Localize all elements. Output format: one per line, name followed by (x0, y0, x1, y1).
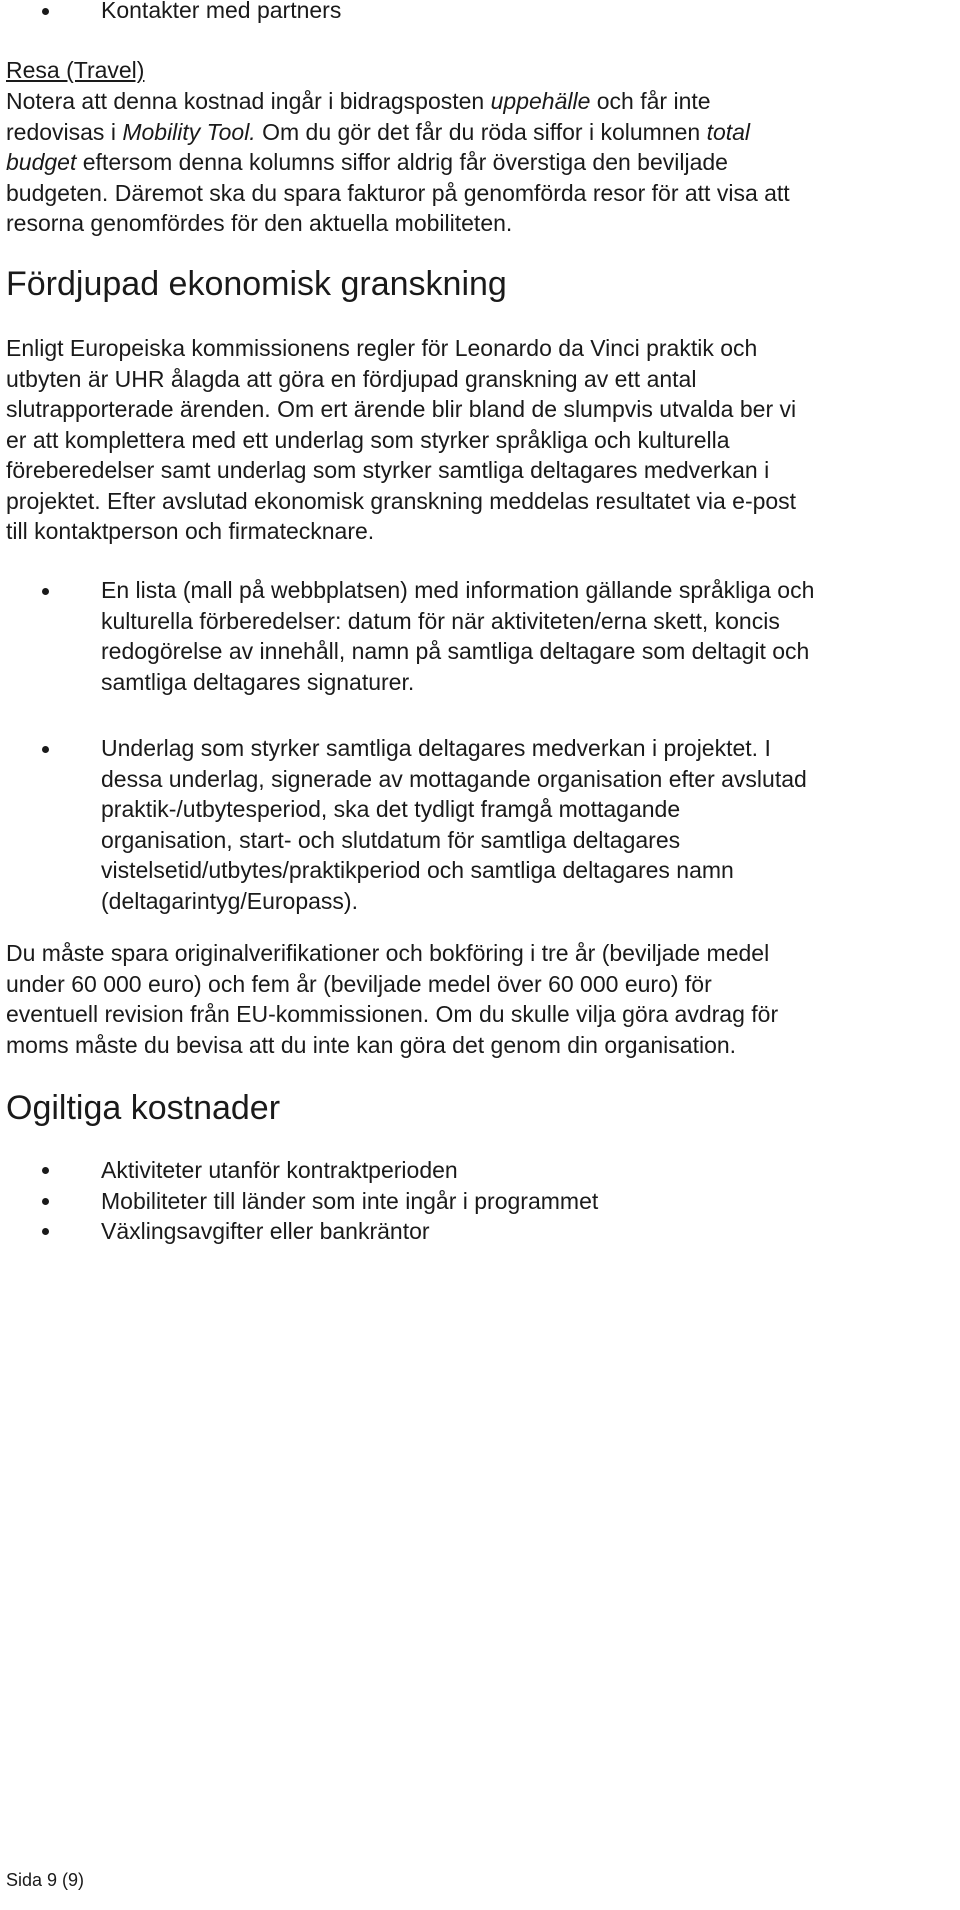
bullet-icon (42, 8, 49, 15)
paragraph-line: utbyten är UHR ålagda att göra en fördjupad granskning av ett antal (6, 365, 697, 392)
text-run-italic: budget (6, 149, 77, 175)
list-item-line: samtliga deltagares signaturer. (101, 668, 415, 695)
resa-line: budgeten. Däremot ska du spara fakturor på genomförda resor för att visa att (6, 179, 790, 206)
paragraph-line: slutrapporterade ärenden. Om ert ärende blir bland de slumpvis utvalda ber vi (6, 396, 797, 422)
list-item-line: kulturella förberedelser: datum för när aktiviteten/erna skett, koncis (101, 607, 780, 634)
text-run-italic: Mobility Tool. (122, 118, 256, 145)
section-heading: Fördjupad ekonomisk granskning (6, 265, 507, 303)
bullet-icon (42, 746, 49, 753)
text-run: Om du gör det får du röda siffor i kolumnen (255, 118, 707, 145)
bullet-icon (42, 588, 49, 595)
text-run: och får inte (590, 88, 711, 114)
resa-line (6, 117, 790, 148)
text-run: eftersom denna kolumns siffor aldrig får överstiga den beviljade (76, 149, 728, 175)
list-item-line: (deltagarintyg/Europass). (101, 887, 358, 914)
text-run-italic: uppehälle (490, 88, 591, 114)
paragraph-line: föreberedelser samt underlag som styrker samtliga deltagares medverkan i (6, 457, 770, 483)
section1-paragraph (6, 333, 796, 547)
list-item-line: praktik-/utbytesperiod, ska det tydligt framgå mottagande (101, 796, 681, 822)
list-item-line: En lista (mall på webbplatsen) med information gällande språkliga och (101, 577, 815, 603)
resa-line (6, 86, 790, 117)
list-item-line: organisation, start- och slutdatum för samtliga deltagares (101, 826, 681, 853)
paragraph-line: Enligt Europeiska kommissionens regler för Leonardo da Vinci praktik och (6, 335, 758, 361)
text-run-italic: total (706, 118, 751, 145)
bullet-icon (42, 1198, 49, 1205)
text-run: redovisas i (6, 118, 123, 145)
closing-paragraph (6, 938, 778, 1060)
list-item-line: redogörelse av innehåll, namn på samtliga deltagare som deltagit och (101, 638, 810, 664)
paragraph-line: moms måste du bevisa att du inte kan göra det genom din organisation. (6, 1031, 737, 1058)
resa-paragraph (6, 86, 790, 239)
bullet-icon (42, 1228, 49, 1235)
page-number: Sida 9 (9) (6, 1870, 85, 1890)
list-item (101, 575, 814, 697)
top-bullet-text: Kontakter med partners (101, 0, 342, 23)
list-item (101, 733, 807, 916)
bullet-icon (42, 1167, 49, 1174)
list-item-line: dessa underlag, signerade av mottagande organisation efter avslutad (101, 765, 807, 792)
list-item-line: Underlag som styrker samtliga deltagares medverkan i projektet. I (101, 735, 771, 761)
list-item: Aktiviteter utanför kontraktperioden (101, 1157, 458, 1183)
list-item: Växlingsavgifter eller bankräntor (101, 1218, 430, 1244)
list-item: Mobiliteter till länder som inte ingår i programmet (101, 1188, 599, 1214)
paragraph-line: under 60 000 euro) och fem år (beviljade medel över 60 000 euro) för (6, 970, 712, 997)
paragraph-line: projektet. Efter avslutad ekonomisk granskning meddelas resultatet via e-post (6, 487, 797, 514)
resa-title: Resa (Travel) (6, 57, 145, 83)
text-run: Notera att denna kostnad ingår i bidragsposten (6, 88, 491, 114)
paragraph-line: eventuell revision från EU-kommissionen. Om du skulle vilja göra avdrag för (6, 1001, 779, 1027)
resa-line (6, 147, 790, 178)
paragraph-line: er att komplettera med ett underlag som styrker språkliga och kulturella (6, 426, 730, 453)
resa-line: resorna genomfördes för den aktuella mobiliteten. (6, 210, 513, 236)
paragraph-line: till kontaktperson och firmatecknare. (6, 518, 375, 544)
section-heading: Ogiltiga kostnader (6, 1089, 281, 1127)
paragraph-line: Du måste spara originalverifikationer och bokföring i tre år (beviljade medel (6, 940, 770, 966)
list-item-line: vistelsetid/utbytes/praktikperiod och samtliga deltagares namn (101, 857, 734, 883)
